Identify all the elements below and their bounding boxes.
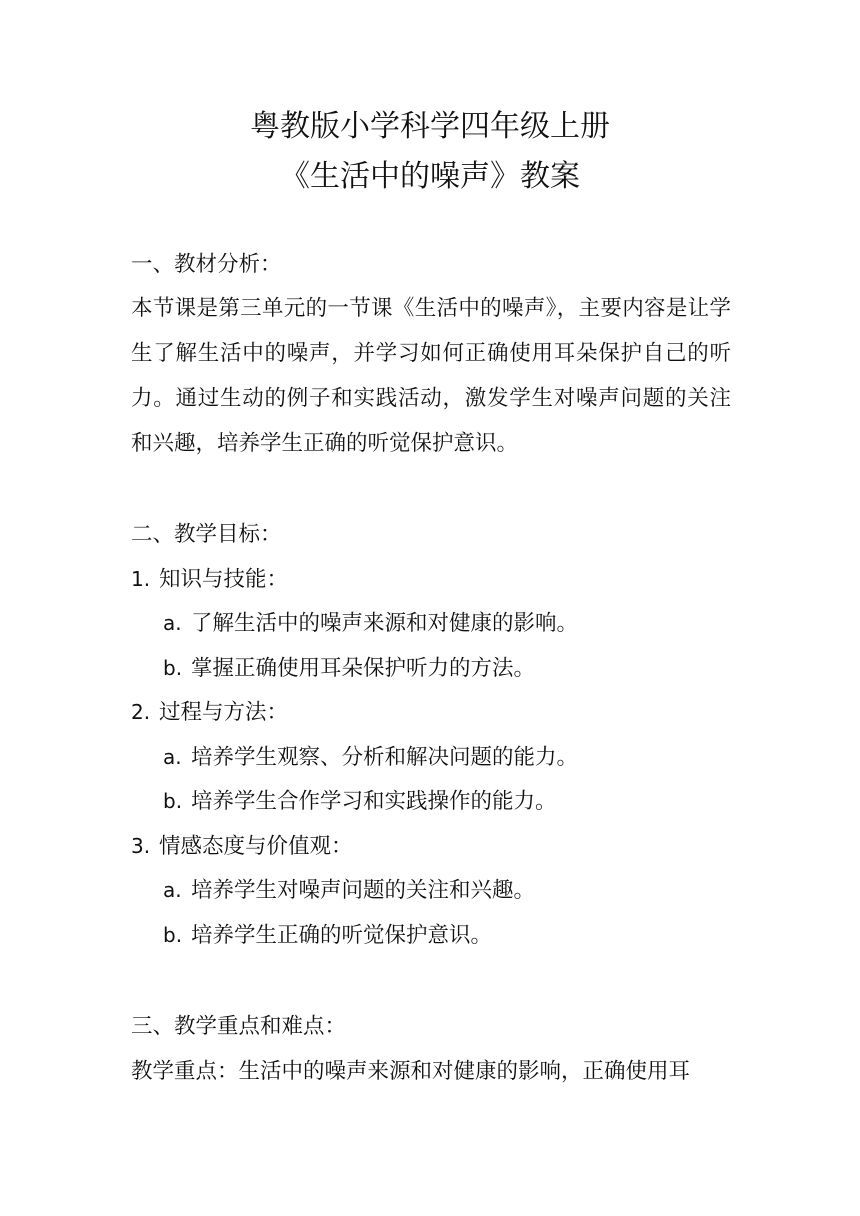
goal-1-item-b-text: 掌握正确使用耳朵保护听力的方法。 (191, 656, 536, 681)
goal-2-label: 过程与方法： (159, 700, 289, 725)
goal-1-item-a-marker: a. (163, 611, 182, 635)
goal-3-marker: 3. (131, 834, 151, 858)
goal-3 (131, 824, 353, 869)
goal-3-item-b (163, 913, 492, 958)
goal-1-marker: 1. (131, 567, 151, 591)
goal-3-item-a-text: 培养学生对噪声问题的关注和兴趣。 (191, 878, 536, 903)
goal-2-marker: 2. (131, 700, 151, 724)
section-heading-key-points: 三、教学重点和难点： (131, 1014, 347, 1039)
section-paragraph-key-points: 教学重点：生活中的噪声来源和对健康的影响，正确使用耳 (131, 1059, 691, 1084)
goal-3-item-b-marker: b. (163, 923, 183, 947)
goal-3-label: 情感态度与价值观： (159, 834, 353, 859)
goal-3-item-a-marker: a. (163, 878, 182, 902)
goal-1-label: 知识与技能： (159, 567, 289, 592)
goal-1-item-a (163, 601, 578, 646)
goal-2-item-a (163, 735, 578, 780)
goal-2-item-b (163, 779, 557, 824)
title-line-1: 粤教版小学科学四年级上册 (250, 109, 610, 144)
goal-3-item-a (163, 868, 535, 913)
section-paragraph-materials: 本节课是第三单元的一节课《生活中的噪声》，主要内容是让学生了解生活中的噪声，并学习如何正确使用耳朵保护自己的听力。通过生动的例子和实践活动，激发学生对噪声问题的关注和兴趣，培养学生正确的听觉保护意识。 (131, 296, 731, 456)
goal-1-item-b (163, 646, 535, 691)
goal-2-item-b-text: 培养学生合作学习和实践操作的能力。 (191, 789, 557, 814)
goal-1-item-b-marker: b. (163, 656, 183, 680)
goal-2-item-a-text: 培养学生观察、分析和解决问题的能力。 (191, 745, 579, 770)
goal-3-item-b-text: 培养学生正确的听觉保护意识。 (191, 923, 493, 948)
goal-1-item-a-text: 了解生活中的噪声来源和对健康的影响。 (191, 611, 579, 636)
document-title (0, 102, 860, 202)
goal-2-item-b-marker: b. (163, 789, 183, 813)
goal-2-item-a-marker: a. (163, 745, 182, 769)
title-line-2: 《生活中的噪声》教案 (280, 159, 580, 194)
goal-2 (131, 690, 288, 735)
section-heading-goals: 二、教学目标： (131, 522, 282, 547)
goal-1 (131, 557, 288, 602)
section-heading-materials: 一、教材分析： (131, 252, 282, 277)
